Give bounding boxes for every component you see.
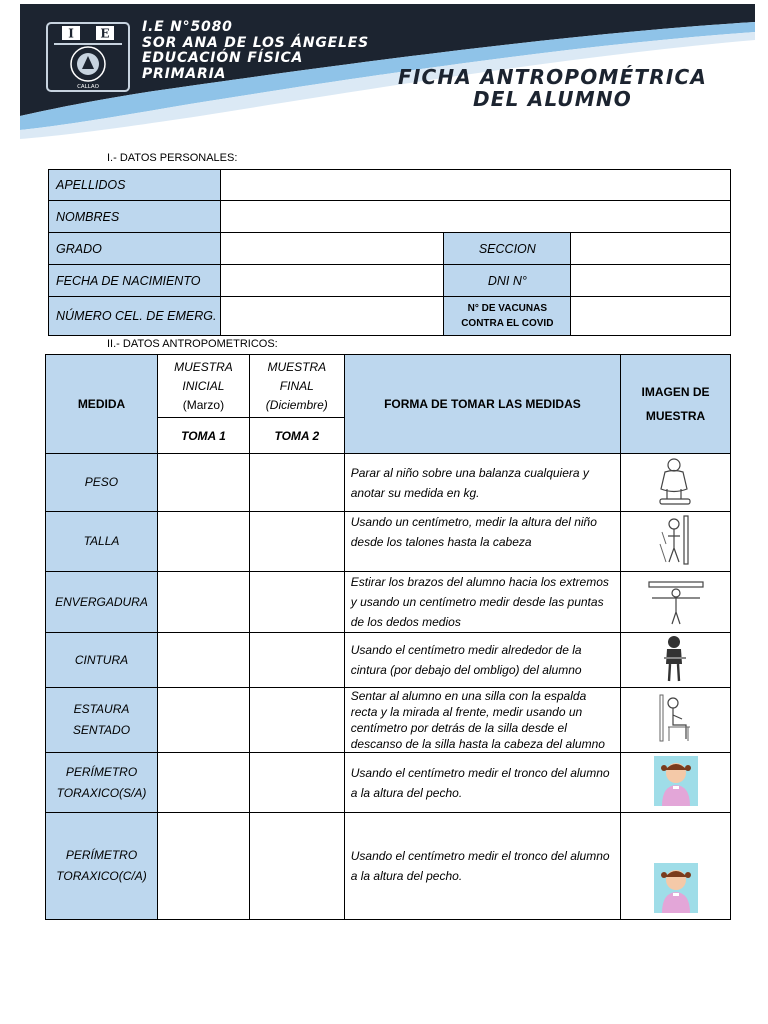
header-muestra-inicial: MUESTRA INICIAL (Marzo) — [157, 355, 249, 418]
label-vacunas: N° DE VACUNAS CONTRA EL COVID — [444, 297, 571, 336]
vacunas-field[interactable] — [571, 297, 731, 336]
sample-image-cell — [621, 753, 731, 813]
school-logo — [46, 22, 130, 92]
toma2-input[interactable] — [249, 454, 344, 512]
svg-text:I: I — [68, 26, 74, 41]
measure-label: ENVERGADURA — [46, 572, 158, 633]
toma2-input[interactable] — [249, 633, 344, 688]
measure-description: Estirar los brazos del alumno hacia los extremos y usando un centímetro medir desde las puntas de los dedos medios — [344, 572, 620, 633]
apellidos-field[interactable] — [220, 170, 730, 201]
table-row — [46, 512, 731, 572]
school-line: PRIMARIA — [142, 65, 227, 82]
toma2-input[interactable] — [249, 512, 344, 572]
toma1-input[interactable] — [157, 572, 249, 633]
header-toma-2: TOMA 2 — [249, 418, 344, 454]
svg-text:E: E — [100, 26, 110, 41]
label-numero-celular: NÚMERO CEL. DE EMERG. — [49, 297, 221, 336]
header-imagen: IMAGEN DE MUESTRA — [621, 355, 731, 454]
label-grado: GRADO — [49, 233, 221, 265]
seccion-field[interactable] — [571, 233, 731, 265]
sample-image-cell — [621, 454, 731, 512]
school-line: I.E N°5080 — [142, 19, 233, 35]
nombres-field[interactable] — [220, 201, 730, 233]
sample-image-cell — [621, 512, 731, 572]
measure-description: Usando el centímetro medir alrededor de la cintura (por debajo del ombligo) del alumno — [344, 633, 620, 688]
chest-icon — [654, 863, 698, 913]
section-title-anthropometric: II.- DATOS ANTROPOMETRICOS: — [107, 338, 278, 350]
table-row — [46, 454, 731, 512]
numero-celular-field[interactable] — [220, 297, 444, 336]
sample-image-cell — [621, 572, 731, 633]
measure-label: PERÍMETRO TORAXICO(C/A) — [46, 813, 158, 920]
toma1-input[interactable] — [157, 753, 249, 813]
table-row — [46, 633, 731, 688]
label-dni: DNI N° — [444, 265, 571, 297]
armspan-icon — [647, 576, 705, 626]
label-seccion: SECCION — [444, 233, 571, 265]
measure-description: Parar al niño sobre una balanza cualquiera y anotar su medida en kg. — [344, 454, 620, 512]
table-row — [46, 753, 731, 813]
waist-icon — [658, 634, 694, 684]
label-apellidos: APELLIDOS — [49, 170, 221, 201]
section-title-personal: I.- DATOS PERSONALES: — [107, 152, 238, 164]
measure-label: PERÍMETRO TORAXICO(S/A) — [46, 753, 158, 813]
measure-description: Usando el centímetro medir el tronco del alumno a la altura del pecho. — [344, 813, 620, 920]
toma2-input[interactable] — [249, 572, 344, 633]
personal-data-table — [48, 169, 731, 336]
school-line: SOR ANA DE LOS ÁNGELES — [142, 34, 370, 51]
label-nombres: NOMBRES — [49, 201, 221, 233]
toma1-input[interactable] — [157, 688, 249, 753]
measure-label: CINTURA — [46, 633, 158, 688]
height-icon — [656, 514, 696, 566]
toma2-input[interactable] — [249, 688, 344, 753]
document-title: FICHA ANTROPOMÉTRICA DEL ALUMNO — [397, 65, 708, 111]
toma1-input[interactable] — [157, 512, 249, 572]
measure-description: Usando un centímetro, medir la altura del niño desde los talones hasta la cabeza — [344, 512, 620, 572]
header-muestra-final: MUESTRA FINAL (Diciembre) — [249, 355, 344, 418]
school-name — [142, 20, 369, 82]
measure-label: ESTAURA SENTADO — [46, 688, 158, 753]
table-row — [46, 572, 731, 633]
school-line: EDUCACIÓN FÍSICA — [142, 50, 304, 66]
sample-image-cell — [621, 813, 731, 920]
toma2-input[interactable] — [249, 753, 344, 813]
measure-label: TALLA — [46, 512, 158, 572]
measure-description: Usando el centímetro medir el tronco del alumno a la altura del pecho. — [344, 753, 620, 813]
header-banner — [0, 0, 768, 150]
measure-label: PESO — [46, 454, 158, 512]
fecha-nacimiento-field[interactable] — [220, 265, 444, 297]
grado-field[interactable] — [220, 233, 444, 265]
header-toma-1: TOMA 1 — [157, 418, 249, 454]
weighing-icon — [654, 456, 698, 506]
svg-text:CALLAO: CALLAO — [77, 84, 99, 90]
sitting-icon — [656, 693, 696, 745]
toma2-input[interactable] — [249, 813, 344, 920]
sample-image-cell — [621, 688, 731, 753]
measure-description: Sentar al alumno en una silla con la espalda recta y la mirada al frente, medir usando un centímetro por detrás de la silla desde el descanso de la silla hasta la cabeza del alumno — [344, 688, 620, 753]
table-row — [46, 688, 731, 753]
toma1-input[interactable] — [157, 633, 249, 688]
table-row — [46, 813, 731, 920]
dni-field[interactable] — [571, 265, 731, 297]
header-forma: FORMA DE TOMAR LAS MEDIDAS — [344, 355, 620, 454]
label-fecha-nacimiento: FECHA DE NACIMIENTO — [49, 265, 221, 297]
sample-image-cell — [621, 633, 731, 688]
toma1-input[interactable] — [157, 813, 249, 920]
chest-icon — [654, 756, 698, 806]
anthropometric-table — [45, 354, 731, 920]
toma1-input[interactable] — [157, 454, 249, 512]
header-medida: MEDIDA — [46, 355, 158, 454]
